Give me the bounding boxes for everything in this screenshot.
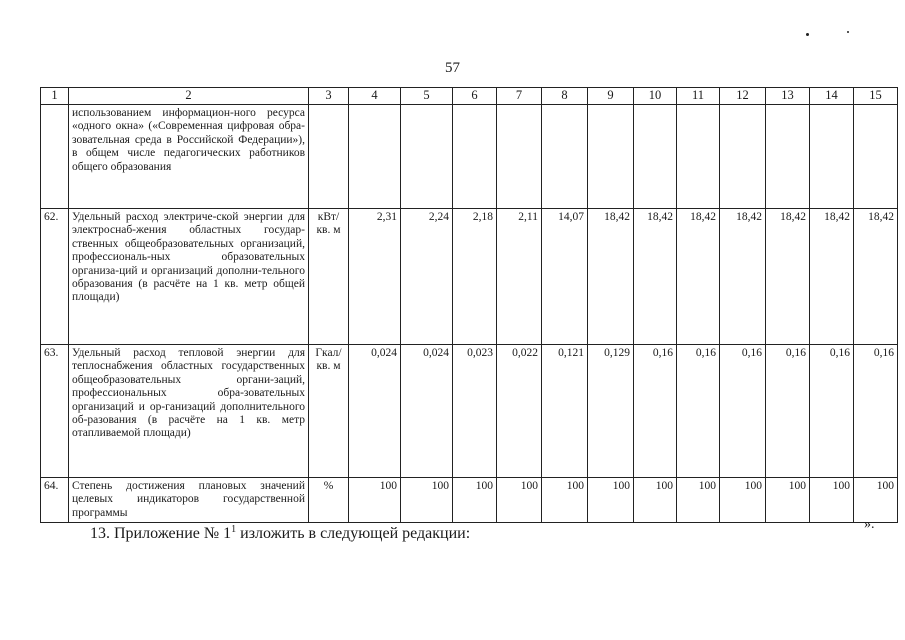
empty-cell — [854, 105, 898, 209]
table-row — [41, 478, 898, 523]
header-cell: 2 — [69, 88, 309, 105]
row-unit: кВт/ кв. м — [309, 209, 349, 345]
row-number: 64. — [41, 478, 69, 523]
empty-cell — [720, 105, 766, 209]
header-cell: 12 — [720, 88, 766, 105]
value-cell: 2,11 — [497, 209, 542, 345]
empty-cell — [542, 105, 588, 209]
value-cell: 0,023 — [453, 345, 497, 478]
header-cell: 7 — [497, 88, 542, 105]
value-cell: 2,24 — [401, 209, 453, 345]
empty-cell — [349, 105, 401, 209]
value-cell: 18,42 — [634, 209, 677, 345]
value-cell: 100 — [854, 478, 898, 523]
value-cell: 100 — [634, 478, 677, 523]
value-cell: 18,42 — [588, 209, 634, 345]
scan-speck — [806, 33, 809, 36]
header-cell: 15 — [854, 88, 898, 105]
value-cell: 0,024 — [349, 345, 401, 478]
value-cell: 100 — [720, 478, 766, 523]
header-cell: 13 — [766, 88, 810, 105]
value-cell: 0,129 — [588, 345, 634, 478]
row-number: 62. — [41, 209, 69, 345]
row-description: Степень достижения плановых значений целевых индикаторов государственной программы — [69, 478, 309, 523]
value-cell: 0,16 — [720, 345, 766, 478]
row-number: 63. — [41, 345, 69, 478]
value-cell: 100 — [677, 478, 720, 523]
amendment-instruction — [90, 524, 470, 543]
table-row — [41, 345, 898, 478]
value-cell: 100 — [588, 478, 634, 523]
value-cell: 100 — [766, 478, 810, 523]
row-unit: % — [309, 478, 349, 523]
header-cell: 14 — [810, 88, 854, 105]
header-cell: 6 — [453, 88, 497, 105]
table-row-continued — [41, 105, 898, 209]
value-cell: 18,42 — [766, 209, 810, 345]
value-cell: 100 — [401, 478, 453, 523]
header-cell: 11 — [677, 88, 720, 105]
empty-cell — [401, 105, 453, 209]
value-cell: 0,024 — [401, 345, 453, 478]
row-description: использованием информацион-ного ресурса «одного окна» («Современная цифровая обра-зовательная среда в Российской Федерации»), в общем числе педагогических работников общего образования — [69, 105, 309, 209]
value-cell: 100 — [453, 478, 497, 523]
instruction-text: 13. Приложение № 1 — [90, 525, 232, 542]
value-cell: 18,42 — [677, 209, 720, 345]
empty-cell — [309, 105, 349, 209]
value-cell: 14,07 — [542, 209, 588, 345]
table-header-row — [41, 88, 898, 105]
value-cell: 18,42 — [810, 209, 854, 345]
instruction-superscript: 1 — [231, 524, 237, 535]
value-cell: 100 — [542, 478, 588, 523]
empty-cell — [766, 105, 810, 209]
header-cell: 4 — [349, 88, 401, 105]
empty-cell — [677, 105, 720, 209]
header-cell: 9 — [588, 88, 634, 105]
header-cell: 10 — [634, 88, 677, 105]
header-cell: 3 — [309, 88, 349, 105]
row-number — [41, 105, 69, 209]
value-cell: 0,16 — [854, 345, 898, 478]
empty-cell — [588, 105, 634, 209]
value-cell: 18,42 — [854, 209, 898, 345]
value-cell: 2,31 — [349, 209, 401, 345]
header-cell: 1 — [41, 88, 69, 105]
value-cell: 0,16 — [634, 345, 677, 478]
row-unit: Гкал/ кв. м — [309, 345, 349, 478]
header-cell: 5 — [401, 88, 453, 105]
empty-cell — [453, 105, 497, 209]
empty-cell — [634, 105, 677, 209]
value-cell: 0,16 — [810, 345, 854, 478]
page-number: 57 — [445, 60, 460, 76]
value-cell: 0,16 — [677, 345, 720, 478]
value-cell: 0,022 — [497, 345, 542, 478]
header-cell: 8 — [542, 88, 588, 105]
value-cell: 0,121 — [542, 345, 588, 478]
value-cell: 2,18 — [453, 209, 497, 345]
indicators-table — [40, 87, 898, 523]
table-row — [41, 209, 898, 345]
value-cell: 100 — [349, 478, 401, 523]
row-description: Удельный расход тепловой энергии для теплоснабжения областных государственных общеобразовательных органи-заций, профессиональных обра-зовательных организаций и ор-ганизаций дополнительного об-разования (в расчёте на 1 кв. метр отапливаемой площади) — [69, 345, 309, 478]
value-cell: 100 — [497, 478, 542, 523]
value-cell: 18,42 — [720, 209, 766, 345]
empty-cell — [810, 105, 854, 209]
instruction-rest: изложить в следующей редакции: — [236, 525, 471, 542]
closing-quote: ». — [864, 517, 875, 532]
value-cell: 0,16 — [766, 345, 810, 478]
value-cell: 100 — [810, 478, 854, 523]
scan-speck — [847, 31, 849, 33]
row-description: Удельный расход электриче-ской энергии для электроснаб-жения областных государ-ственных общеобразовательных организаций, профессиональ-ных образовательных организа-ций и организаций дополни-тельного образования (в расчёте на 1 кв. метр общей площади) — [69, 209, 309, 345]
empty-cell — [497, 105, 542, 209]
